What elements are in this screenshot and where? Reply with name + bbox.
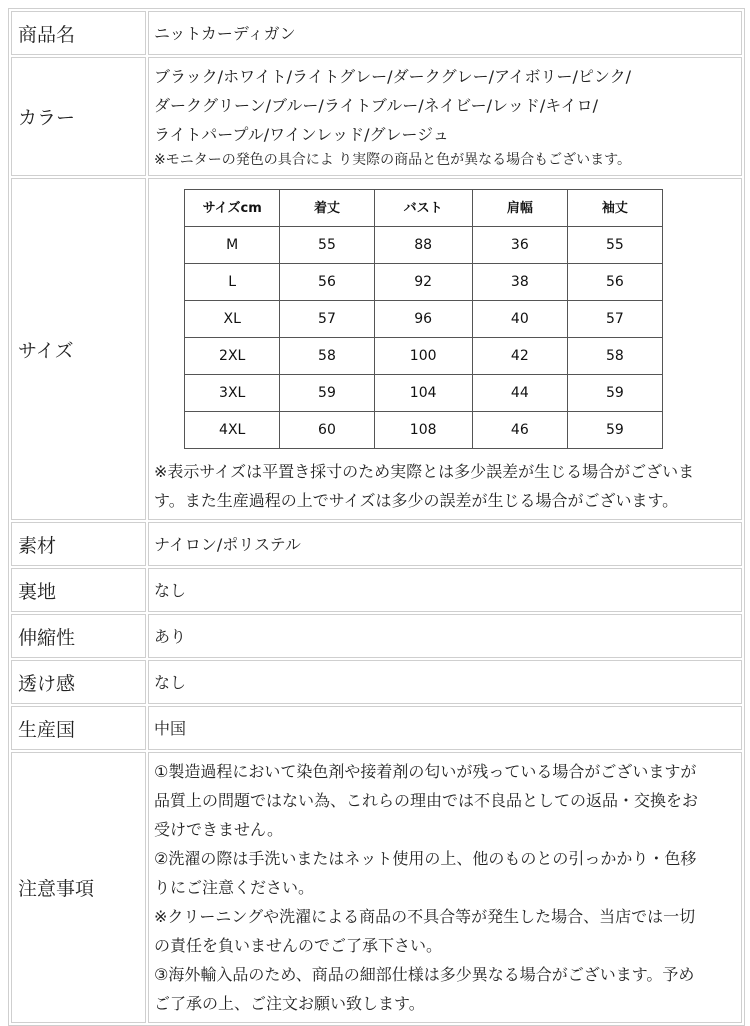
- spec-label: 透け感: [11, 660, 146, 704]
- size-cell: 44: [472, 375, 567, 412]
- size-header-cell: 袖丈: [567, 190, 662, 227]
- size-table-row: [185, 227, 663, 264]
- size-cell: 88: [374, 227, 472, 264]
- spec-row-notes: [11, 752, 742, 1023]
- spec-row-size: [11, 178, 742, 520]
- size-cell: 58: [280, 338, 374, 375]
- size-cell: 60: [280, 412, 374, 449]
- spec-value: なし: [148, 660, 742, 704]
- size-cell: 36: [472, 227, 567, 264]
- size-cell: 55: [280, 227, 374, 264]
- spec-value: [148, 752, 742, 1023]
- notice-line: 受けできません。: [154, 820, 283, 839]
- spec-value: ニットカーディガン: [148, 11, 742, 55]
- spec-label: 素材: [11, 522, 146, 566]
- notice-line: ※クリーニングや洗濯による商品の不具合等が発生した場合、当店では一切: [154, 907, 696, 926]
- size-table-row: [185, 301, 663, 338]
- size-table: [184, 189, 663, 449]
- spec-label: サイズ: [11, 178, 146, 520]
- spec-value: 中国: [148, 706, 742, 750]
- size-note: ※表示サイズは平置き採寸のため実際とは多少誤差が生じる場合がございま: [154, 462, 695, 481]
- color-line: ライトパープル/ワインレッド/グレージュ: [154, 125, 449, 144]
- spec-label: 伸縮性: [11, 614, 146, 658]
- color-line: ブラック/ホワイト/ライトグレー/ダークグレー/アイボリー/ピンク/: [154, 67, 631, 86]
- size-cell: 59: [567, 375, 662, 412]
- spec-value: あり: [148, 614, 742, 658]
- size-header-cell: 肩幅: [472, 190, 567, 227]
- size-cell: 56: [280, 264, 374, 301]
- spec-label: 裏地: [11, 568, 146, 612]
- size-table-row: [185, 338, 663, 375]
- spec-row-stretch: [11, 614, 742, 658]
- size-table-row: [185, 375, 663, 412]
- size-cell: 3XL: [185, 375, 280, 412]
- size-cell: 96: [374, 301, 472, 338]
- spec-row-color: [11, 57, 742, 176]
- size-cell: 38: [472, 264, 567, 301]
- size-cell: 57: [567, 301, 662, 338]
- spec-row-product-name: [11, 11, 742, 55]
- spec-value: なし: [148, 568, 742, 612]
- size-table-header: [185, 190, 663, 227]
- size-cell: 57: [280, 301, 374, 338]
- size-cell: 58: [567, 338, 662, 375]
- color-note: ※モニターの発色の具合によ り実際の商品と色が異なる場合もございます。: [154, 152, 632, 168]
- spec-label: カラー: [11, 57, 146, 176]
- spec-value: [148, 178, 742, 520]
- notice-line: りにご注意ください。: [154, 878, 315, 897]
- size-cell: 46: [472, 412, 567, 449]
- color-line: ダークグリーン/ブルー/ライトブルー/ネイビー/レッド/キイロ/: [154, 96, 599, 115]
- size-cell: M: [185, 227, 280, 264]
- spec-row-origin: [11, 706, 742, 750]
- size-cell: L: [185, 264, 280, 301]
- size-cell: 59: [567, 412, 662, 449]
- size-cell: 2XL: [185, 338, 280, 375]
- notice-line: 品質上の問題ではない為、これらの理由では不良品としての返品・交換をお: [154, 791, 699, 810]
- size-header-cell: 着丈: [280, 190, 374, 227]
- size-cell: 104: [374, 375, 472, 412]
- notice-line: ③海外輸入品のため、商品の細部仕様は多少異なる場合がございます。予め: [154, 965, 695, 984]
- size-header-cell: バスト: [374, 190, 472, 227]
- size-table-row: [185, 264, 663, 301]
- size-cell: 108: [374, 412, 472, 449]
- spec-value: ナイロン/ポリステル: [148, 522, 742, 566]
- size-cell: 4XL: [185, 412, 280, 449]
- notice-line: の責任を負いませんのでご了承下さい。: [154, 936, 443, 955]
- spec-value: [148, 57, 742, 176]
- size-cell: 100: [374, 338, 472, 375]
- spec-label: 注意事項: [11, 752, 146, 1023]
- notice-line: ご了承の上、ご注文お願い致します。: [154, 994, 425, 1013]
- size-cell: 42: [472, 338, 567, 375]
- spec-row-lining: [11, 568, 742, 612]
- size-table-row: [185, 412, 663, 449]
- notice-line: ②洗濯の際は手洗いまたはネット使用の上、他のものとの引っかかり・色移: [154, 849, 697, 868]
- product-spec-table: [8, 8, 745, 1026]
- size-cell: 92: [374, 264, 472, 301]
- spec-label: 商品名: [11, 11, 146, 55]
- size-note: す。また生産過程の上でサイズは多少の誤差が生じる場合がございます。: [154, 491, 679, 510]
- spec-row-sheerness: [11, 660, 742, 704]
- spec-row-material: [11, 522, 742, 566]
- size-cell: XL: [185, 301, 280, 338]
- size-cell: 55: [567, 227, 662, 264]
- size-cell: 59: [280, 375, 374, 412]
- notice-line: ①製造過程において染色剤や接着剤の匂いが残っている場合がございますが: [154, 762, 697, 781]
- size-header-cell: サイズcm: [185, 190, 280, 227]
- spec-label: 生産国: [11, 706, 146, 750]
- size-cell: 40: [472, 301, 567, 338]
- size-cell: 56: [567, 264, 662, 301]
